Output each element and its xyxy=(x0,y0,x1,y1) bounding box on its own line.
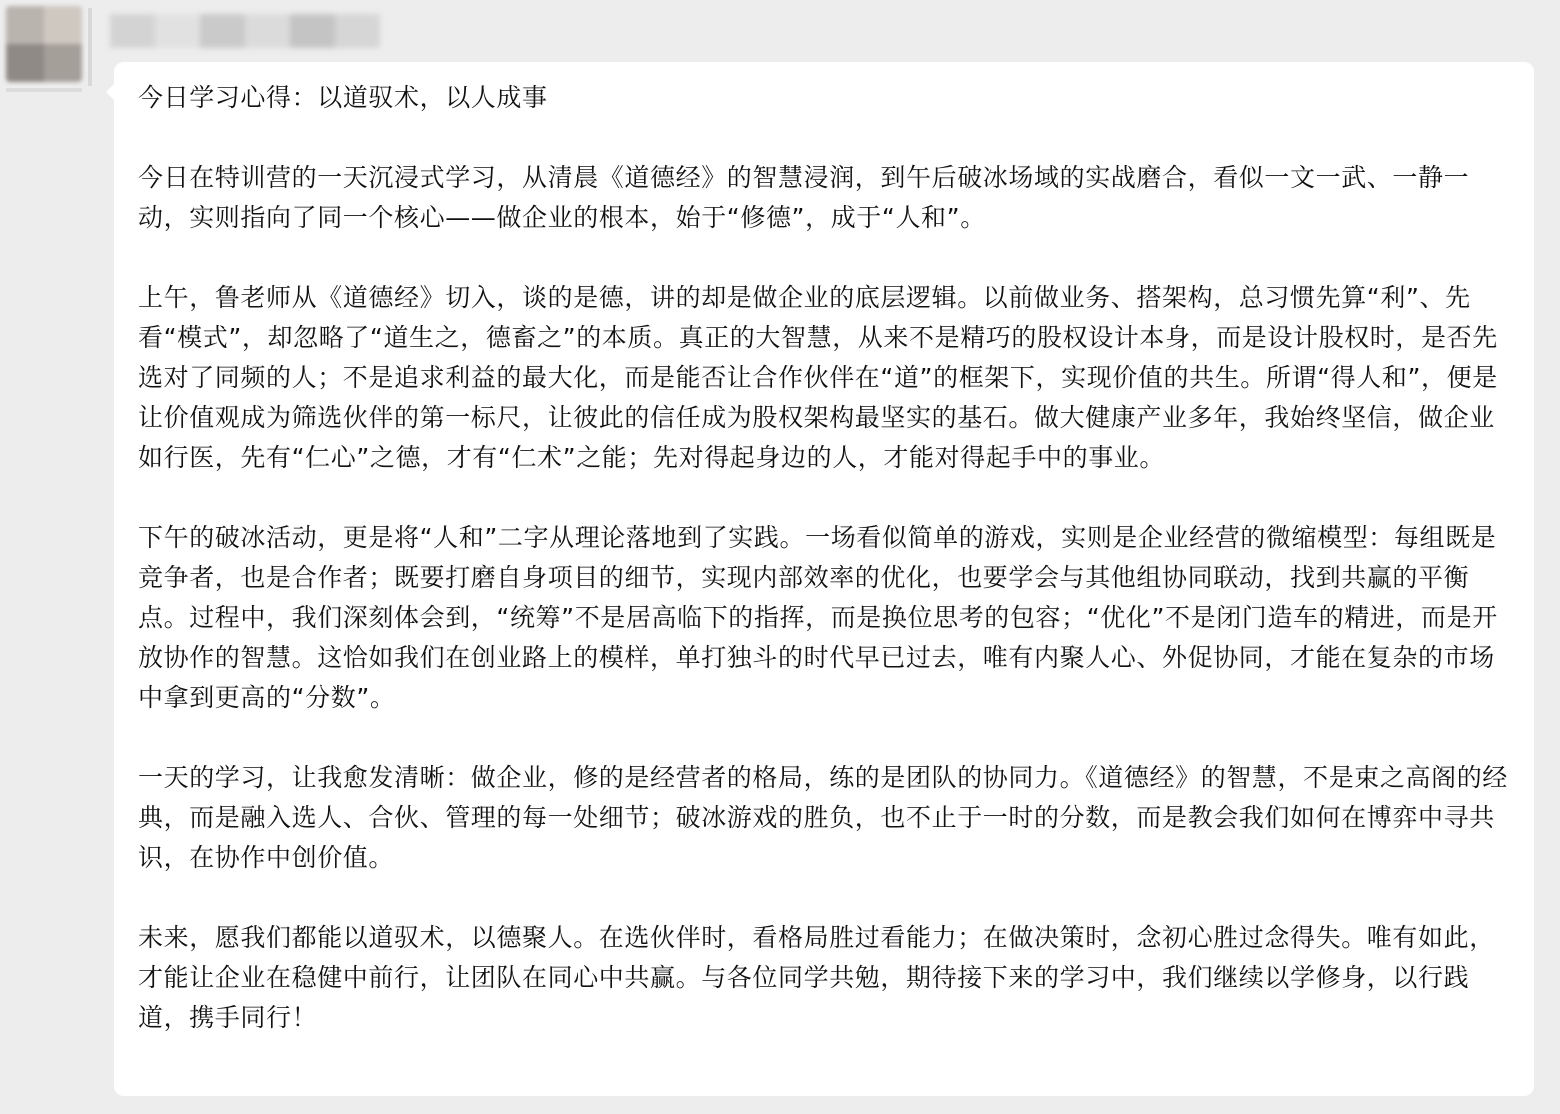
message-title: 今日学习心得：以道驭术，以人成事 xyxy=(138,83,548,112)
avatar-divider xyxy=(88,8,92,86)
blurred-avatar-icon[interactable] xyxy=(6,6,82,82)
message-paragraph-1: 今日在特训营的一天沉浸式学习，从清晨《道德经》的智慧浸润，到午后破冰场域的实战磨合，看似一文一武、一静一动，实则指向了同一个核心——做企业的根本，始于“修德”，成于“人和”。 xyxy=(138,163,1470,232)
message-paragraph-3: 下午的破冰活动，更是将“人和”二字从理论落地到了实践。一场看似简单的游戏，实则是企业经营的微缩模型：每组既是竞争者，也是合作者；既要打磨自身项目的细节，实现内部效率的优化，也要学会与其他组协同联动，找到共赢的平衡点。过程中，我们深刻体会到，“统筹”不是居高临下的指挥，而是换位思考的包容；“优化”不是闭门造车的精进，而是开放协作的智慧。这恰如我们在创业路上的模样，单打独斗的时代早已过去，唯有内聚人心、外促协同，才能在复杂的市场中拿到更高的“分数”。 xyxy=(138,523,1498,712)
message-paragraph-5: 未来，愿我们都能以道驭术，以德聚人。在选伙伴时，看格局胜过看能力；在做决策时，念初心胜过念得失。唯有如此，才能让企业在稳健中前行，让团队在同心中共赢。与各位同学共勉，期待接下来的学习中，我们继续以学修身，以行践道，携手同行！ xyxy=(138,923,1495,1032)
message-paragraph-4: 一天的学习，让我愈发清晰：做企业，修的是经营者的格局，练的是团队的协同力。《道德经》的智慧，不是束之高阁的经典，而是融入选人、合伙、管理的每一处细节；破冰游戏的胜负，也不止于一时的分数，而是教会我们如何在博弈中寻共识，在协作中创价值。 xyxy=(138,763,1508,872)
avatar-tile xyxy=(44,6,82,44)
message-paragraph-2: 上午，鲁老师从《道德经》切入，谈的是德，讲的却是做企业的底层逻辑。以前做业务、搭架构，总习惯先算“利”、先看“模式”，却忽略了“道生之，德畜之”的本质。真正的大智慧，从来不是精巧的股权设计本身，而是设计股权时，是否先选对了同频的人；不是追求利益的最大化，而是能否让合作伙伴在“道”的框架下，实现价值的共生。所谓“得人和”，便是让价值观成为筛选伙伴的第一标尺，让彼此的信任成为股权架构最坚实的基石。做大健康产业多年，我始终坚信，做企业如行医，先有“仁心”之德，才有“仁术”之能；先对得起身边的人，才能对得起手中的事业。 xyxy=(138,283,1498,472)
avatar-tile xyxy=(6,44,44,82)
avatar-divider xyxy=(6,88,82,92)
message-bubble[interactable] xyxy=(114,62,1534,1096)
avatar-tile xyxy=(6,6,44,44)
blurred-sender-name xyxy=(110,14,380,48)
avatar-tile xyxy=(44,44,82,82)
